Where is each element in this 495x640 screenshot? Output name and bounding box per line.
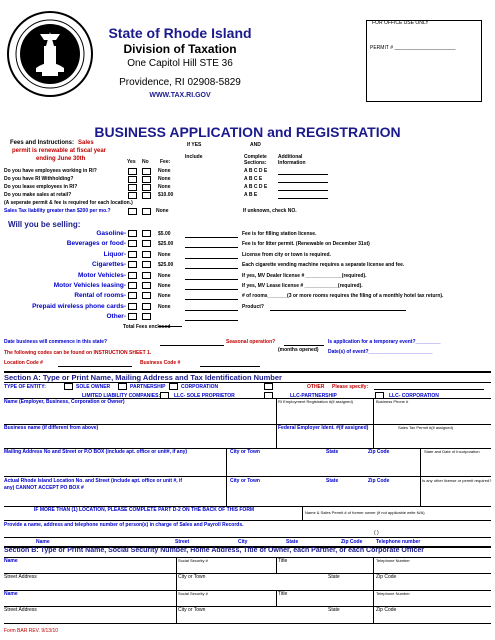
question-sections: A B C D E xyxy=(244,184,268,190)
question-yes-checkbox[interactable] xyxy=(128,184,137,191)
location-code-label: Location Code # xyxy=(4,360,43,366)
unknown-note: If unknown, check NO. xyxy=(243,208,297,214)
officer-city-label: City or Town xyxy=(178,574,206,580)
question-label: Do you lease employees in RI? xyxy=(4,184,78,190)
grid-line xyxy=(4,623,491,624)
selling-no-checkbox[interactable] xyxy=(142,251,151,258)
selling-amount-field[interactable] xyxy=(185,237,238,238)
selling-yes-checkbox[interactable] xyxy=(128,282,137,289)
product-field[interactable] xyxy=(270,310,406,311)
selling-amount-field[interactable] xyxy=(185,310,238,311)
other-entity-label: OTHER xyxy=(307,384,325,390)
selling-info: Fee is for filling station license. xyxy=(242,231,317,237)
information-label: Information xyxy=(278,160,306,166)
event-dates-label: Date(s) of event?_______________________ xyxy=(328,349,433,355)
question-fee: None xyxy=(158,184,171,190)
total-fees-line xyxy=(158,326,182,327)
question-fee: None xyxy=(158,176,171,182)
llc-sole-label: LLC- SOLE PROPRIETOR xyxy=(174,393,235,399)
officer-city-label: City or Town xyxy=(178,607,206,613)
location-city-label: City or Town xyxy=(230,478,260,484)
grid-line xyxy=(4,520,491,521)
complete-label: Complete xyxy=(244,154,267,160)
question-additional-field[interactable] xyxy=(278,174,328,175)
other-entity-checkbox[interactable] xyxy=(264,383,273,390)
selling-no-checkbox[interactable] xyxy=(142,272,151,279)
officer-ssn-label: Social Security # xyxy=(178,591,208,596)
no-col-label: No xyxy=(142,159,149,165)
contact-phone-col: Telephone number xyxy=(376,539,421,545)
former-owner-label: Name & Sales Permit # of former owner (if not applicable write N/A) xyxy=(305,510,425,515)
officer-title-label: Title xyxy=(278,591,288,597)
commence-date-field[interactable] xyxy=(160,345,224,346)
section-a-rule xyxy=(4,382,491,383)
grid-line xyxy=(420,476,421,506)
mailing-city-label: City or Town xyxy=(230,449,260,455)
months-opened-label: (months opened) xyxy=(278,347,319,353)
selling-fee: $25.00 xyxy=(158,241,174,248)
ri-employment-label: RI Employment Registration #(if assigned) xyxy=(278,399,353,404)
selling-yes-checkbox[interactable] xyxy=(128,303,137,310)
question-additional-field[interactable] xyxy=(278,182,328,183)
selling-amount-field[interactable] xyxy=(185,320,238,321)
division-title: Division of Taxation xyxy=(123,42,237,56)
selling-amount-field[interactable] xyxy=(185,268,238,269)
grid-line xyxy=(4,557,491,558)
selling-item: Prepaid wireless phone cards- xyxy=(32,302,126,310)
contact-state-col: State xyxy=(286,539,299,545)
question-no-checkbox[interactable] xyxy=(142,192,151,199)
llc-corporation-label: LLC- CORPORATION xyxy=(389,393,439,399)
sales-tax-liability-question: Sales Tax liability greater than $200 per mo.? xyxy=(4,208,111,214)
selling-yes-checkbox[interactable] xyxy=(128,240,137,247)
selling-amount-field[interactable] xyxy=(185,247,238,248)
actual-location-label-2: any) CANNOT ACCEPT PO BOX # xyxy=(4,485,84,491)
sales-tax-permit-label: Sales Tax Permit #(if assigned) xyxy=(398,425,454,430)
fees-heading: Fees and Instructions: xyxy=(10,140,75,146)
office-use-box xyxy=(366,20,482,102)
officer-zip-label: Zip Code xyxy=(376,607,397,613)
officer-state-label: State xyxy=(328,574,340,580)
selling-no-checkbox[interactable] xyxy=(142,230,151,237)
business-code-field[interactable] xyxy=(200,366,260,367)
question-yes-checkbox[interactable] xyxy=(128,192,137,199)
selling-yes-checkbox[interactable] xyxy=(128,230,137,237)
selling-yes-checkbox[interactable] xyxy=(128,313,137,320)
additional-label: Additional xyxy=(278,154,303,160)
sales-tax-yes-checkbox[interactable] xyxy=(128,208,137,215)
location-code-field[interactable] xyxy=(58,366,132,367)
employer-name-label: Name (Employer, Business, Corporation or Owner) xyxy=(4,399,125,405)
total-fees-label: Total Fees enclosed xyxy=(123,324,171,330)
sections-label: Sections: xyxy=(244,160,267,166)
contact-street-col: Street xyxy=(175,539,190,545)
question-additional-field[interactable] xyxy=(278,198,328,199)
selling-fee: None xyxy=(158,283,171,289)
selling-fee: None xyxy=(158,303,171,310)
business-code-label: Business Code # xyxy=(140,360,181,366)
selling-yes-checkbox[interactable] xyxy=(128,272,137,279)
mailing-state-label: State xyxy=(326,449,339,455)
sole-owner-checkbox[interactable] xyxy=(64,383,73,390)
seasonal-label: Seasonal operation? xyxy=(226,339,276,345)
selling-amount-field[interactable] xyxy=(185,258,238,259)
sales-tax-no-checkbox[interactable] xyxy=(142,208,151,215)
grid-line xyxy=(276,590,277,606)
other-license-label: Is any other license or permit required? xyxy=(422,478,492,483)
selling-no-checkbox[interactable] xyxy=(142,303,151,310)
fee-col-label: Fee: xyxy=(160,159,171,165)
officer-street-label: Street Address xyxy=(4,607,37,613)
officer-phone-label: Telephone Number xyxy=(376,591,410,596)
selling-fee: None xyxy=(158,272,171,279)
please-specify-label: Please specify: xyxy=(332,384,369,390)
fees-line-2: permit is renewable at fiscal year xyxy=(12,148,107,154)
question-label: Do you make sales at retail? xyxy=(4,192,72,198)
selling-fee: None xyxy=(158,251,171,258)
grid-line xyxy=(4,537,491,538)
grid-line xyxy=(4,476,491,477)
more-locations-note: IF MORE THAN (1) LOCATION, PLEASE COMPLETE PART D-2 ON THE BACK OF THIS FORM xyxy=(34,507,255,513)
will-sell-heading: Will you be selling: xyxy=(8,220,81,229)
selling-no-checkbox[interactable] xyxy=(142,282,151,289)
corporation-checkbox[interactable] xyxy=(169,383,178,390)
other-specify-field[interactable] xyxy=(374,389,484,390)
officer-phone-label: Telephone Number xyxy=(376,558,410,563)
business-phone-label: Business Phone # xyxy=(376,399,409,404)
grid-line xyxy=(276,424,277,448)
selling-item: Gasoline- xyxy=(96,230,126,237)
temporary-event-label: Is application for a temporary event?_________ xyxy=(328,339,441,345)
officer-state-label: State xyxy=(328,607,340,613)
question-yes-checkbox[interactable] xyxy=(128,176,137,183)
fees-line-1: Sales xyxy=(78,140,94,146)
selling-info: Each cigarette vending machine requires a separate license and fee. xyxy=(242,262,405,269)
grid-line xyxy=(176,573,177,590)
selling-amount-field[interactable] xyxy=(185,279,238,280)
selling-no-checkbox[interactable] xyxy=(142,313,151,320)
selling-info: Fee is for litter permit. (Renewable on December 31st) xyxy=(242,241,370,248)
yes-col-label: Yes xyxy=(127,159,136,165)
officer-street-label: Street Address xyxy=(4,574,37,580)
grid-line xyxy=(226,476,227,506)
selling-item: Cigarettes- xyxy=(92,261,126,269)
selling-no-checkbox[interactable] xyxy=(142,240,151,247)
selling-item: Beverages or food- xyxy=(66,240,126,248)
state-title: State of Rhode Island xyxy=(108,25,252,41)
question-fee: None xyxy=(158,168,171,174)
officer-zip-label: Zip Code xyxy=(376,574,397,580)
llc-partnership-label: LLC-PARTNERSHIP xyxy=(290,393,337,399)
question-label: Do you have RI Withholding? xyxy=(4,176,74,182)
selling-info: If yes, MV Lease license # ____________(required). xyxy=(242,283,363,289)
selling-no-checkbox[interactable] xyxy=(142,292,151,299)
contact-name-col: Name xyxy=(36,539,50,545)
selling-info: # of rooms_______(3 or more rooms requires the filing of a monthly hotel tax return). xyxy=(242,293,444,300)
separate-permit-note: (A seperate permit & fee is required for each location.) xyxy=(4,200,133,206)
persons-in-charge-label: Provide a name, address and telephone number of person(s) in charge of Sales and Payroll Records. xyxy=(4,522,244,528)
business-name-label: Business name (if different from above) xyxy=(4,425,99,431)
address-line-2: Providence, RI 02908-5829 xyxy=(119,77,241,88)
selling-amount-field[interactable] xyxy=(185,289,238,290)
location-state-label: State xyxy=(326,478,339,484)
selling-item: Motor Vehicles leasing- xyxy=(53,282,126,289)
question-fee: $10.00 xyxy=(158,192,174,198)
contact-zip-col: Zip Code xyxy=(341,539,363,545)
selling-fee: None xyxy=(158,293,171,300)
grid-line xyxy=(420,448,421,476)
question-sections: A B E xyxy=(244,192,258,198)
partnership-label: PARTNERSHIP xyxy=(130,384,166,390)
selling-info: If yes, MV Dealer license # _____________(required). xyxy=(242,272,367,279)
mailing-address-label: Mailing Address No and Street or P.O BOX (include apt. office or unit#, if any) xyxy=(4,449,188,455)
question-sections: A B C E xyxy=(244,176,263,182)
question-additional-field[interactable] xyxy=(278,190,328,191)
codes-note: The following codes can be found on INSTRUCTION SHEET 1. xyxy=(4,350,152,356)
grid-line xyxy=(4,606,491,607)
selling-item: Rental of rooms- xyxy=(74,292,126,300)
officer-name-label: Name xyxy=(4,591,18,597)
officer-name-label: Name xyxy=(4,558,18,564)
selling-amount-field[interactable] xyxy=(185,299,238,300)
section-a-heading: Section A: Type or Print Name, Mailing Address and Tax Identification Number xyxy=(4,373,282,382)
location-zip-label: Zip Code xyxy=(368,478,390,484)
selling-fee: $5.00 xyxy=(158,231,171,237)
grid-line xyxy=(176,606,177,623)
fed-id-label: Federal Employer Ident. #(if assigned) xyxy=(278,425,369,431)
grid-line xyxy=(373,424,374,448)
fees-line-3: ending June 30th xyxy=(36,156,86,162)
phone-parentheses: ( ) xyxy=(374,530,379,536)
partnership-checkbox[interactable] xyxy=(118,383,127,390)
officer-title-label: Title xyxy=(278,558,288,564)
grid-line xyxy=(4,590,491,591)
grid-line xyxy=(226,448,227,476)
and-label: AND xyxy=(250,142,261,148)
form-footer: Form BAR REV. 9/13/10 xyxy=(4,628,59,634)
question-no-checkbox[interactable] xyxy=(142,184,151,191)
grid-line xyxy=(373,398,374,424)
question-sections: A B C D E xyxy=(244,168,268,174)
question-yes-checkbox[interactable] xyxy=(128,168,137,175)
permit-number-label: PERMIT # ______________________ xyxy=(370,45,456,51)
selling-item: Liquor- xyxy=(103,250,126,258)
selling-info: License from city or town is required. xyxy=(242,251,331,258)
selling-item: Other- xyxy=(106,313,126,321)
office-use-label: FOR OFFICE USE ONLY xyxy=(372,20,429,26)
grid-line xyxy=(4,573,491,574)
type-entity-label: TYPE OF ENTITY: xyxy=(4,384,46,390)
include-label: Include xyxy=(185,154,203,160)
state-seal-logo xyxy=(6,10,94,98)
corporation-label: CORPORATION xyxy=(181,384,219,390)
grid-line xyxy=(176,590,177,606)
selling-yes-checkbox[interactable] xyxy=(128,261,137,268)
form-title: BUSINESS APPLICATION and REGISTRATION xyxy=(94,124,401,140)
question-label: Do you have employees working in RI? xyxy=(4,168,97,174)
actual-location-label: Actual Rhode Island Location No. and Street (include apt. office or unit #, if xyxy=(4,478,183,484)
selling-fee: $25.00 xyxy=(158,262,174,269)
selling-item: Motor Vehicles- xyxy=(77,271,126,279)
section-b-heading: Section B: Type or Print Name, Social Security Number, Home Address, Title of Owner, each Partner, or each Corporate Officer xyxy=(4,547,424,554)
grid-line xyxy=(276,398,277,424)
grid-line xyxy=(276,557,277,573)
seasonal-field[interactable] xyxy=(284,345,324,346)
selling-yes-checkbox[interactable] xyxy=(128,251,137,258)
contact-city-col: City xyxy=(238,539,248,545)
officer-ssn-label: Social Security # xyxy=(178,558,208,563)
question-no-checkbox[interactable] xyxy=(142,168,151,175)
commence-date-label: Date business will commence in this state? xyxy=(4,339,108,345)
address-line-1: One Capitol Hill STE 36 xyxy=(127,58,233,69)
selling-yes-checkbox[interactable] xyxy=(128,292,137,299)
mailing-zip-label: Zip Code xyxy=(368,449,390,455)
grid-line xyxy=(302,506,303,520)
if-yes-label: If YES xyxy=(187,142,202,148)
question-no-checkbox[interactable] xyxy=(142,176,151,183)
selling-info: Product? xyxy=(242,303,264,310)
sole-owner-label: SOLE OWNER xyxy=(76,384,111,390)
selling-no-checkbox[interactable] xyxy=(142,261,151,268)
grid-line xyxy=(176,557,177,573)
llc-label: LIMITED LIABILITY COMPANIES: xyxy=(82,393,161,399)
website-url: WWW.TAX.RI.GOV xyxy=(149,92,211,99)
sales-tax-fee: None xyxy=(156,208,169,214)
incorporation-label: State and Date of Incorporation xyxy=(424,449,480,454)
